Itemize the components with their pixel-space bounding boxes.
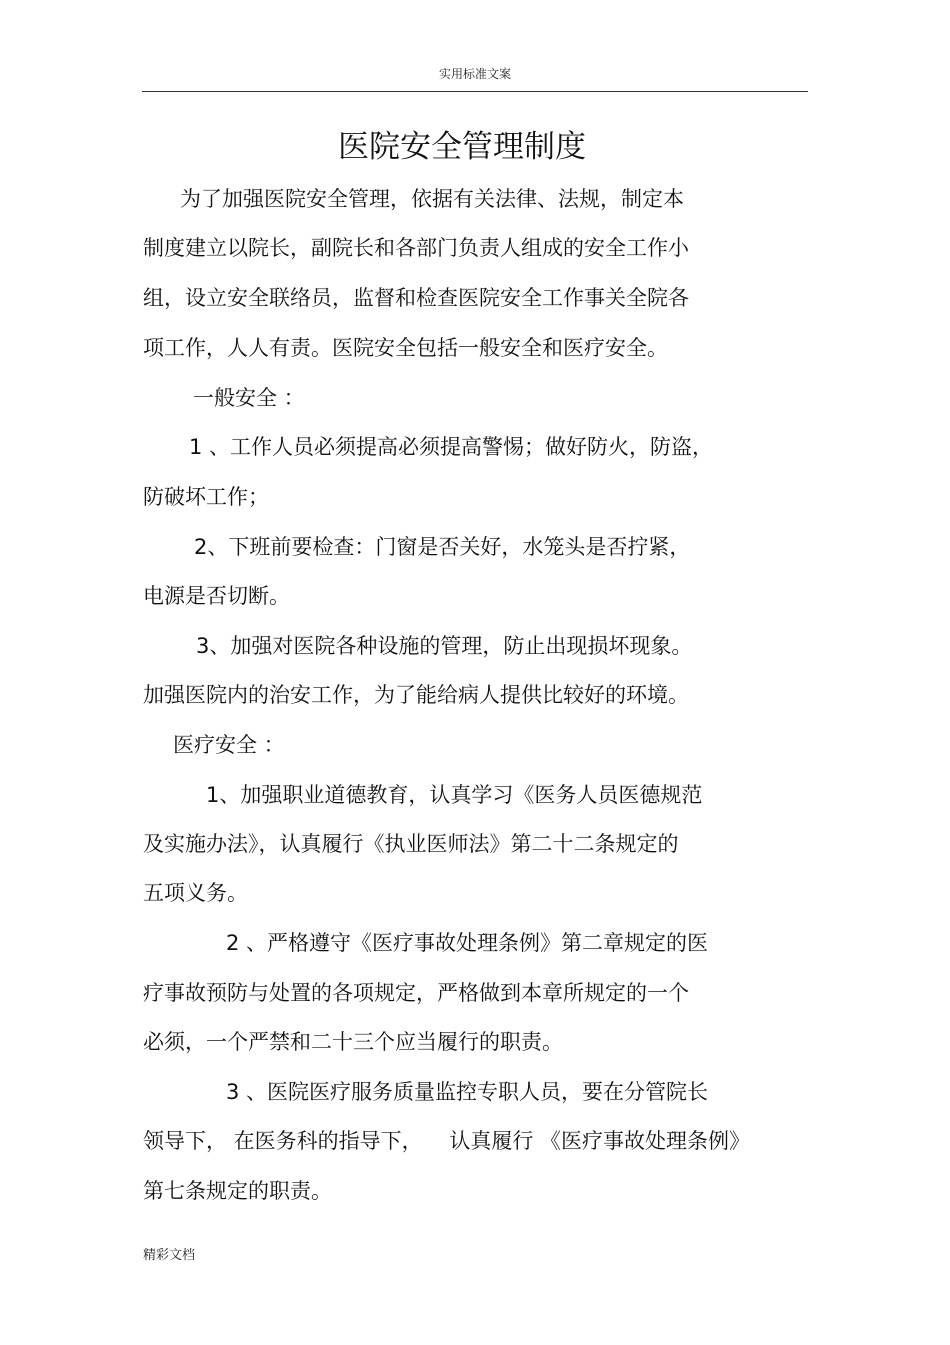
page-footer: 精彩文档 — [143, 1248, 196, 1263]
body-line: 2 、严格遵守《医疗事故处理条例》第二章规定的医 — [226, 931, 709, 955]
body-line: 1 、工作人员必须提高必须提高警惕；做好防火，防盗， — [189, 435, 714, 459]
section-heading-medical-safety: 医疗安全 ： — [173, 733, 285, 757]
body-line: 及实施办法》，认真履行《执业医师法》第二十二条规定的 — [143, 832, 679, 856]
body-line: 防破坏工作； — [143, 485, 269, 509]
body-line: 制度建立以院长，副院长和各部门负责人组成的安全工作小 — [143, 236, 689, 260]
body-line: 项工作，人人有责。医院安全包括一般安全和医疗安全。 — [143, 336, 668, 360]
body-line: 组，设立安全联络员，监督和检查医院安全工作事关全院各 — [143, 286, 689, 310]
body-line: 领导下， 在医务科的指导下， 认真履行 《医疗事故处理条例》 — [143, 1129, 751, 1153]
body-line: 疗事故预防与处置的各项规定，严格做到本章所规定的一个 — [143, 981, 689, 1005]
body-line: 五项义务。 — [143, 881, 248, 905]
body-line: 1、加强职业道德教育，认真学习《医务人员医德规范 — [206, 783, 703, 807]
body-line: 第七条规定的职责。 — [143, 1179, 332, 1203]
document-title: 医院安全管理制度 — [338, 129, 586, 165]
body-line: 为了加强医院安全管理，依据有关法律、法规，制定本 — [180, 187, 684, 211]
page-header: 实用标准文案 — [438, 67, 511, 81]
body-line: 必须，一个严禁和二十三个应当履行的职责。 — [143, 1030, 563, 1054]
body-line: 2、下班前要检查：门窗是否关好，水笼头是否拧紧， — [194, 535, 691, 559]
header-rule — [142, 91, 808, 92]
body-line: 电源是否切断。 — [143, 584, 290, 608]
section-heading-general-safety: 一般安全 ： — [193, 386, 305, 410]
body-line: 加强医院内的治安工作，为了能给病人提供比较好的环境。 — [143, 683, 689, 707]
body-line: 3、加强对医院各种设施的管理，防止出现损坏现象。 — [196, 634, 693, 658]
body-line: 3 、医院医疗服务质量监控专职人员，要在分管院长 — [226, 1080, 709, 1104]
